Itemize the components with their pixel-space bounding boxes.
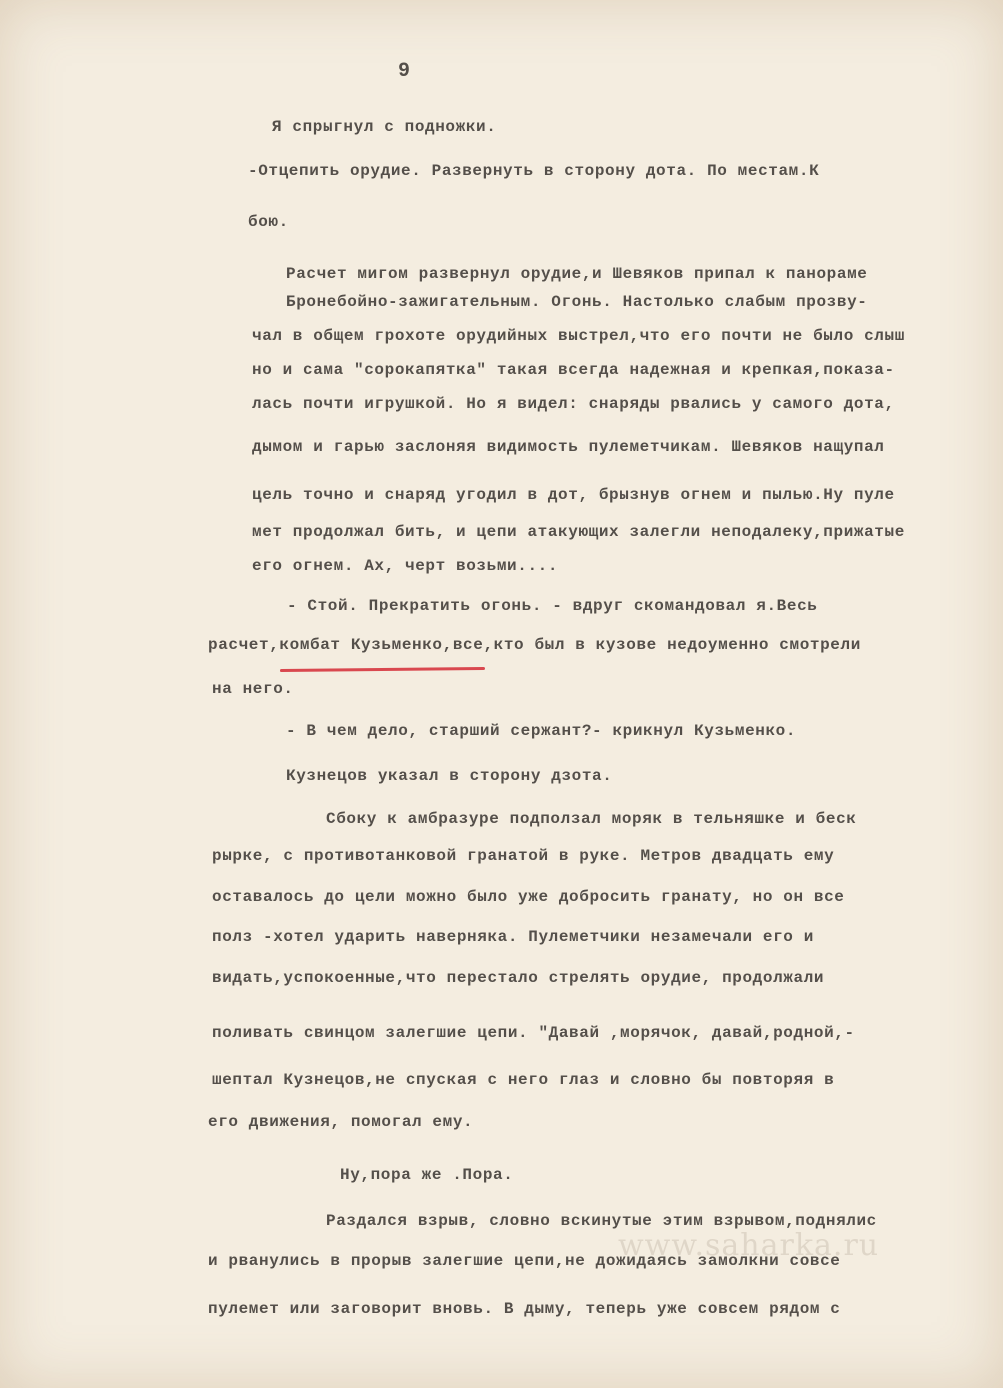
red-underline-mark (280, 667, 485, 672)
text-line: лась почти игрушкой. Но я видел: снаряды рвались у самого дота, (252, 395, 895, 413)
text-line: цель точно и снаряд угодил в дот, брызнув огнем и пылью.Ну пуле (252, 486, 895, 504)
text-line: -Отцепить орудие. Развернуть в сторону дота. По местам.К (248, 162, 820, 180)
text-line: расчет,комбат Кузьменко,все,кто был в кузове недоуменно смотрели (208, 636, 861, 654)
text-line: Бронебойно-зажигательным. Огонь. Настолько слабым прозву- (286, 293, 868, 311)
text-line: чал в общем грохоте орудийных выстрел,что его почти не было слыш (252, 327, 905, 345)
text-line: Расчет мигом развернул орудие,и Шевяков припал к панораме (286, 265, 868, 283)
text-line: полз -хотел ударить наверняка. Пулеметчики незамечали его и (212, 928, 814, 946)
text-line: Ну,пора же .Пора. (340, 1166, 514, 1184)
text-line: - В чем дело, старший сержант?- крикнул Кузьменко. (286, 722, 797, 740)
text-line: - Стой. Прекратить огонь. - вдруг скомандовал я.Весь (287, 597, 818, 615)
text-line: оставалось до цели можно было уже добросить гранату, но он все (212, 888, 845, 906)
text-line: мет продолжал бить, и цепи атакующих залегли неподалеку,прижатые (252, 523, 905, 541)
text-line: Кузнецов указал в сторону дзота. (286, 767, 613, 785)
text-line: и рванулись в прорыв залегшие цепи,не дожидаясь замолкни совсе (208, 1252, 841, 1270)
text-line: шептал Кузнецов,не спуская с него глаз и словно бы повторяя в (212, 1071, 835, 1089)
watermark: www.saharka.ru (618, 1228, 880, 1263)
text-line: видать,успокоенные,что перестало стрелять орудие, продолжали (212, 969, 825, 987)
text-line: Раздался взрыв, словно вскинутые этим взрывом,поднялис (326, 1212, 877, 1230)
text-line: пулемет или заговорит вновь. В дыму, теперь уже совсем рядом с (208, 1300, 841, 1318)
text-line: дымом и гарью заслоняя видимость пулеметчикам. Шевяков нащупал (252, 438, 885, 456)
text-line: его огнем. Ах, черт возьми.... (252, 557, 559, 575)
text-line: Я спрыгнул с подножки. (272, 118, 497, 136)
text-line: Сбоку к амбразуре подползал моряк в тельняшке и беск (326, 810, 857, 828)
text-line: бою. (248, 213, 289, 231)
page-number: 9 (398, 60, 411, 83)
text-line: рырке, с противотанковой гранатой в руке. Метров двадцать ему (212, 847, 835, 865)
text-line: поливать свинцом залегшие цепи. "Давай ,морячок, давай,родной,- (212, 1024, 855, 1042)
text-line: на него. (212, 680, 294, 698)
text-line: но и сама "сорокапятка" такая всегда надежная и крепкая,показа- (252, 361, 895, 379)
text-line: его движения, помогал ему. (208, 1113, 474, 1131)
